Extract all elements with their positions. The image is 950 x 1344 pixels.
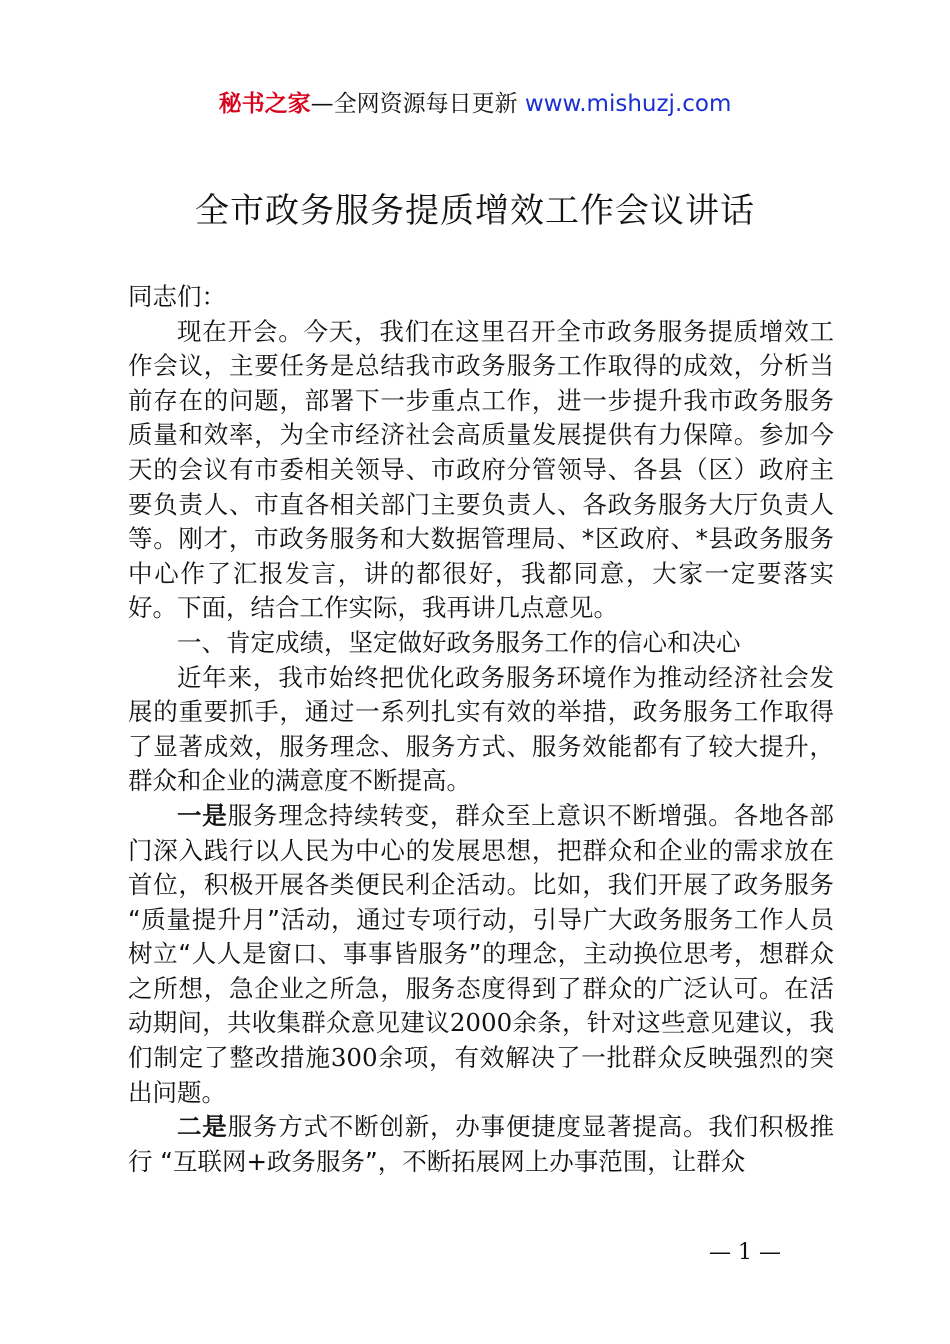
- salutation: 同志们：: [128, 282, 226, 311]
- paragraph-point-1: [128, 799, 834, 1110]
- page-number: — 1 —: [709, 1240, 781, 1265]
- point-2-text: 服务方式不断创新，办事便捷度显著提高。我们积极推行 “互联网+政务服务”，不断拓展网上办事范围，让群众: [128, 1112, 835, 1176]
- point-2-lead: 二是: [177, 1112, 228, 1142]
- paragraph-opening: 现在开会。今天，我们在这里召开全市政务服务提质增效工作会议，主要任务是总结我市政务服务工作取得的成效，分析当前存在的问题，部署下一步重点工作，进一步提升我市政务服务质量和效率，为全市经济社会高质量发展提供有力保障。参加今天的会议有市委相关领导、市政府分管领导、各县（区）政府主要负责人、市直各相关部门主要负责人、各政务服务大厅负责人等。刚才，市政务服务和大数据管理局、*区政府、*县政务服务中心作了汇报发言，讲的都很好，我都同意，大家一定要落实好。下面，结合工作实际，我再讲几点意见。: [128, 316, 834, 623]
- point-1-number-a: 2000: [449, 1008, 513, 1038]
- paragraph-achievements: 近年来，我市始终把优化政务服务环境作为推动经济社会发展的重要抓手，通过一系列扎实有效的举措，政务服务工作取得了显著成效，服务理念、服务方式、服务效能都有了较大提升，群众和企业的满意度不断提高。: [128, 662, 834, 796]
- point-1-text-b: 余条，针对这些意见建议，我们制定了整改措施: [128, 1008, 835, 1073]
- point-1-number-b: 300: [330, 1043, 378, 1073]
- document-title: 全市政务服务提质增效工作会议讲话: [195, 191, 755, 231]
- point-1-text-a: 服务理念持续转变，群众至上意识不断增强。各地各部门深入践行以人民为中心的发展思想，把群众和企业的需求放在首位，积极开展各类便民利企活动。比如，我们开展了政务服务 “质量提升月”活动，通过专项行动，引导广大政务服务工作人员树立“人人是窗口、事事皆服务”的理念，主动换位思考，想群众之所想，急企业之所急，服务态度得到了群众的广泛认可。在活动期间，共收集群众意见建议: [128, 800, 835, 1038]
- paragraph-point-2: [128, 1110, 834, 1179]
- point-1-lead: 一是: [177, 800, 228, 830]
- brand-name: 秘书之家: [218, 91, 311, 117]
- document-body: [128, 280, 834, 1179]
- site-url-link[interactable]: www.mishuzj.com: [524, 91, 732, 117]
- header-banner: [0, 88, 950, 120]
- point-1-text-c: 余项，有效解决了一批群众反映强烈的突出问题。: [128, 1043, 835, 1107]
- section-heading-1: 一、肯定成绩，坚定做好政务服务工作的信心和决心: [177, 627, 741, 657]
- header-tagline: —全网资源每日更新: [310, 91, 525, 117]
